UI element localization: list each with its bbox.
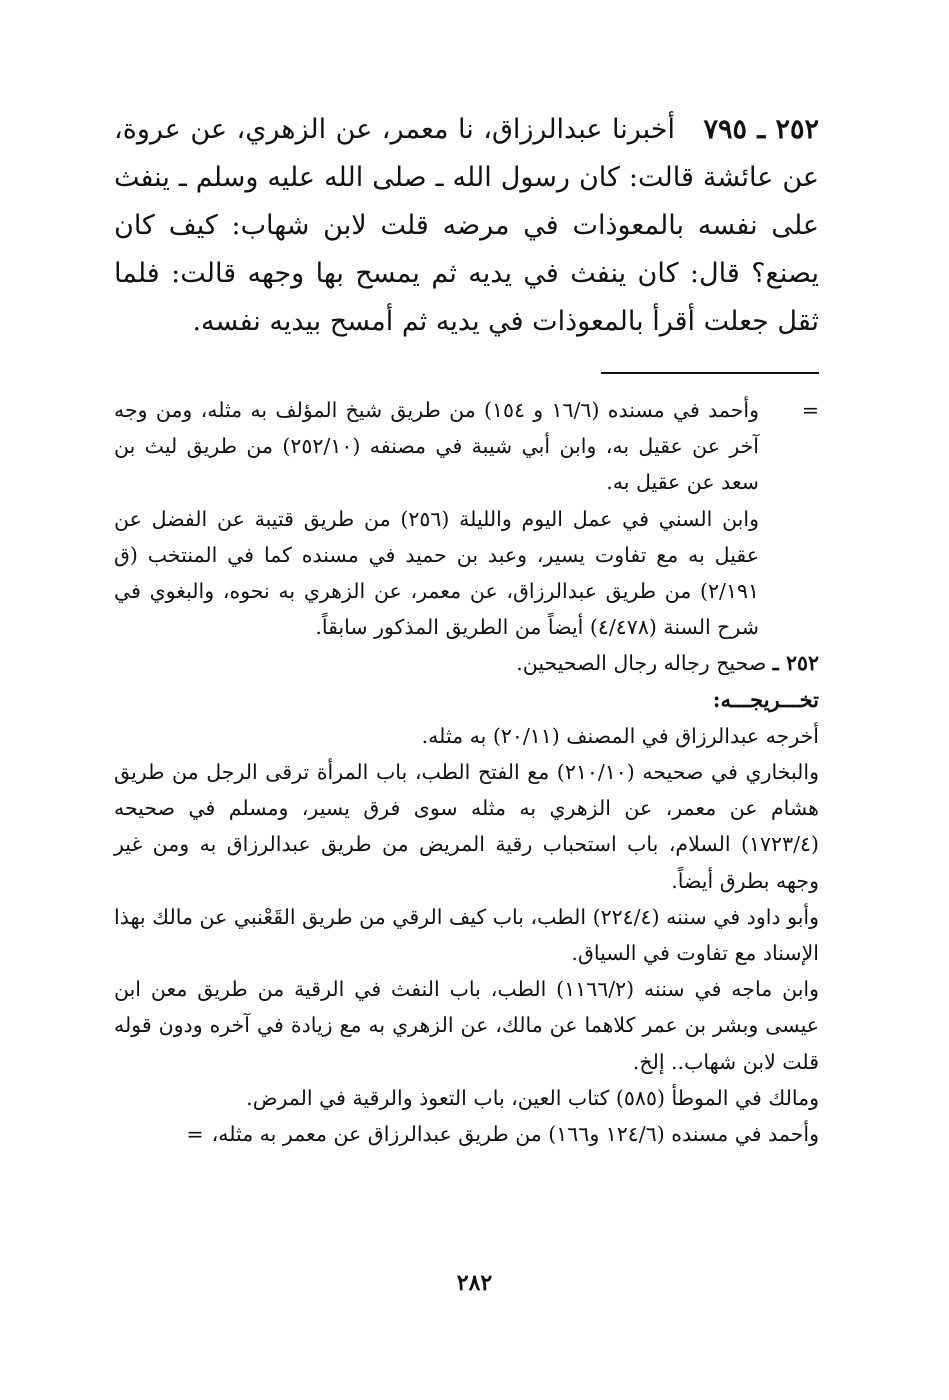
hadith-number: ٢٥٢ ـ ٧٩٥ [703, 114, 820, 145]
footnotes-block [114, 392, 819, 1152]
takhrij-paragraph: ومالك في الموطأ (٥٨٥) كتاب العين، باب التعوذ والرقية في المرض. [246, 1085, 819, 1110]
hadith-text-block [114, 106, 819, 346]
hadith-paragraph [114, 106, 819, 346]
takhrij-paragraph: وأبو داود في سننه (٢٢٤/٤) الطب، باب كيف الرقي من طريق القَعْنبي عن مالك بهذا الإسناد مع تفاوت في السياق. [114, 904, 819, 966]
takhrij-last-text: وأحمد في مسنده (١٢٤/٦ و١٦٦) من طريق عبدالرزاق عن معمر به مثله، [211, 1122, 819, 1147]
footnote-continued-row [114, 392, 819, 645]
trailing-continuation-mark: = [186, 1122, 204, 1147]
hadith-body: أخبرنا عبدالرزاق، نا معمر، عن الزهري، عن عروة، عن عائشة قالت: كان رسول الله ـ صلى الله عليه وسلم ـ ينفث على نفسه بالمعوذات في مرضه قلت لابن شهاب: كيف كان يصنع؟ قال: كان ينفث في يديه ثم يمسح بها وجهه قالت: فلما ثقل جعلت أقرأ بالمعوذات في يديه ثم أمسح بيديه نفسه. [114, 114, 819, 337]
footnote-entry-text: صحيح رجاله رجال الصحيحين. [516, 651, 767, 676]
page-number: ٢٨٢ [456, 1270, 493, 1296]
footnote-entry [114, 645, 819, 681]
takhrij-last-line [114, 1116, 819, 1152]
footnote-paragraph-1: وأحمد في مسنده (١٦/٦ و ١٥٤) من طريق شيخ المؤلف به مثله، ومن وجه آخر عن عقيل به، وابن أبي شيبة في مصنفه (٢٥٢/١٠) من طريق ليث بن سعد عن عقيل به. [114, 398, 759, 495]
footnote-paragraph-2: وابن السني في عمل اليوم والليلة (٢٥٦) من طريق قتيبة عن الفضل عن عقيل به مع تفاوت يسير، وعبد بن حميد في مسنده كما في المنتخب (ق ٢/١٩١) من طريق عبدالرزاق، عن معمر، عن الزهري به نحوه، والبغوي في شرح السنة (٤/٤٧٨) أيضاً من الطريق المذكور سابقاً. [114, 506, 759, 640]
takhrij-heading: تخـــريجـــه: [712, 686, 819, 712]
takhrij-paragraph: والبخاري في صحيحه (٢١٠/١٠) مع الفتح الطب، باب المرأة ترقى الرجل من طريق هشام عن معمر، عن الزهري به مثله سوى فرق يسير، ومسلم في صحيحه (١٧٢٣/٤) السلام، باب استحباب رقية المريض من طريق عبدالرزاق به ومن غير وجهه بطرق أيضاً. [114, 760, 820, 893]
footnote-entry-number: ٢٥٢ ـ [772, 651, 819, 676]
takhrij-paragraph: وابن ماجه في سننه (١١٦٦/٢) الطب، باب النفث في الرقية من طريق معن ابن عيسى وبشر بن عمر كلاهما عن مالك، عن الزهري به مع زيادة في آخره ودون قوله قلت لابن شهاب.. إلخ. [114, 977, 819, 1074]
continuation-mark: = [801, 398, 819, 422]
footnote-divider [601, 372, 819, 374]
takhrij-paragraph: أخرجه عبدالرزاق في المصنف (٢٠/١١) به مثله. [421, 723, 819, 748]
